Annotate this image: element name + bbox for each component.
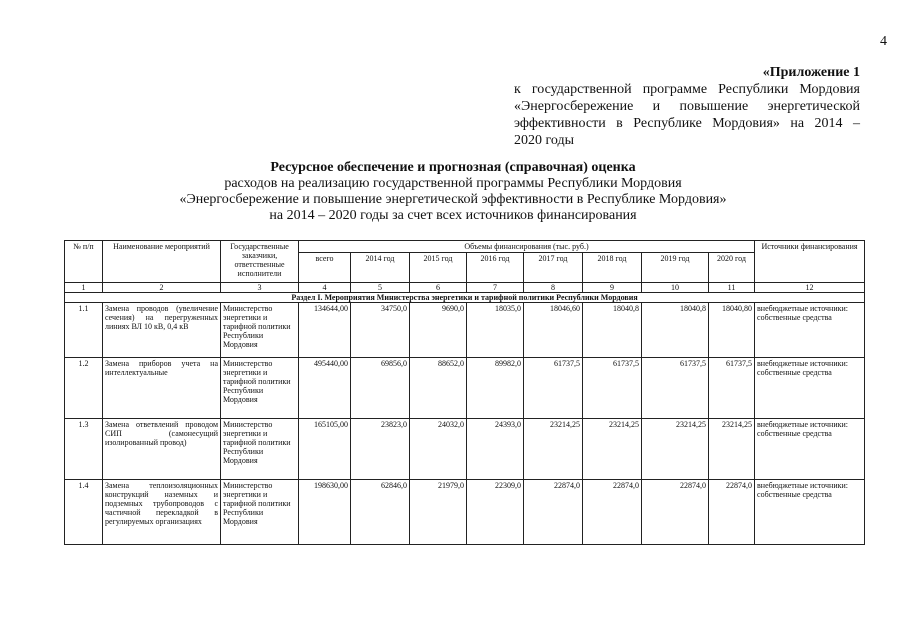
column-number: 8 (524, 283, 583, 293)
row-value: 23214,25 (642, 419, 709, 480)
header-year: 2015 год (410, 253, 467, 283)
column-number: 5 (351, 283, 410, 293)
row-value: 88652,0 (410, 358, 467, 419)
row-source: внебюджетные источники: собственные средства (755, 480, 865, 545)
row-name: Замена приборов учета на интеллектуальные (103, 358, 221, 419)
column-number: 7 (467, 283, 524, 293)
header-no: № п/п (65, 241, 103, 283)
header-sources: Источники финансирования (755, 241, 865, 283)
appendix-block (514, 64, 860, 149)
row-source: внебюджетные источники: собственные средства (755, 358, 865, 419)
column-number: 2 (103, 283, 221, 293)
header-volumes: Объемы финансирования (тыс. руб.) (299, 241, 755, 253)
row-value: 22874,0 (709, 480, 755, 545)
appendix-line: «Энергосбережение и повышение энергетической (514, 99, 860, 114)
table-row (65, 358, 865, 419)
page-number: 4 (880, 34, 887, 49)
row-value: 495440,00 (299, 358, 351, 419)
heading-line: «Энергосбережение и повышение энергетической эффективности в Республике Мордовия» (179, 192, 727, 207)
appendix-line: эффективности в Республике Мордовия» на 2014 – (514, 116, 860, 131)
header-year: 2016 год (467, 253, 524, 283)
row-value: 18035,0 (467, 303, 524, 358)
appendix-line: 2020 годы (514, 133, 575, 148)
row-no: 1.1 (65, 303, 103, 358)
header-year: 2020 год (709, 253, 755, 283)
row-name: Замена ответвлений проводом СИП (самонесущий изолированный провод) (103, 419, 221, 480)
column-number: 9 (583, 283, 642, 293)
row-value: 18040,8 (642, 303, 709, 358)
row-name: Замена проводов (увеличение сечения) на перегруженных линиях ВЛ 10 кВ, 0,4 кВ (103, 303, 221, 358)
row-value: 89982,0 (467, 358, 524, 419)
row-value: 22874,0 (642, 480, 709, 545)
table-row (65, 480, 865, 545)
column-number: 10 (642, 283, 709, 293)
row-value: 18040,8 (583, 303, 642, 358)
row-value: 24032,0 (410, 419, 467, 480)
financing-table (64, 240, 865, 545)
column-number: 12 (755, 283, 865, 293)
row-value: 198630,00 (299, 480, 351, 545)
row-value: 23214,25 (709, 419, 755, 480)
header-year: 2018 год (583, 253, 642, 283)
row-value: 61737,5 (709, 358, 755, 419)
header-customer: Государственные заказчики, ответственные исполнители (221, 241, 299, 283)
header-year: всего (299, 253, 351, 283)
section-title: Раздел I. Мероприятия Министерства энергетики и тарифной политики Республики Мордовия (65, 293, 865, 303)
column-number: 3 (221, 283, 299, 293)
row-value: 165105,00 (299, 419, 351, 480)
row-value: 23823,0 (351, 419, 410, 480)
column-number: 1 (65, 283, 103, 293)
row-customer: Министерство энергетики и тарифной политики Республики Мордовия (221, 358, 299, 419)
row-no: 1.3 (65, 419, 103, 480)
row-name: Замена теплоизоляционных конструкций наземных и подземных трубопроводов с частичной перекладкой в регулируемых организациях (103, 480, 221, 545)
table-row (65, 419, 865, 480)
header-year: 2014 год (351, 253, 410, 283)
header-name: Наименование мероприятий (103, 241, 221, 283)
row-value: 61737,5 (642, 358, 709, 419)
document-heading (100, 160, 806, 224)
column-number-row (65, 283, 865, 293)
section-row (65, 293, 865, 303)
row-value: 34750,0 (351, 303, 410, 358)
heading-line: расходов на реализацию государственной программы Республики Мордовия (224, 176, 682, 191)
header-year: 2017 год (524, 253, 583, 283)
row-value: 18046,60 (524, 303, 583, 358)
row-value: 22874,0 (524, 480, 583, 545)
heading-line: на 2014 – 2020 годы за счет всех источников финансирования (269, 208, 637, 223)
row-value: 23214,25 (583, 419, 642, 480)
column-number: 11 (709, 283, 755, 293)
appendix-title: «Приложение 1 (762, 65, 860, 80)
row-no: 1.4 (65, 480, 103, 545)
row-value: 61737,5 (524, 358, 583, 419)
row-value: 24393,0 (467, 419, 524, 480)
table-header-row (65, 241, 865, 253)
table-row (65, 303, 865, 358)
row-customer: Министерство энергетики и тарифной политики Республики Мордовия (221, 480, 299, 545)
heading-title: Ресурсное обеспечение и прогнозная (справочная) оценка (270, 160, 636, 175)
row-source: внебюджетные источники: собственные средства (755, 303, 865, 358)
row-value: 23214,25 (524, 419, 583, 480)
row-value: 134644,00 (299, 303, 351, 358)
row-value: 69856,0 (351, 358, 410, 419)
row-value: 22874,0 (583, 480, 642, 545)
header-year: 2019 год (642, 253, 709, 283)
row-customer: Министерство энергетики и тарифной политики Республики Мордовия (221, 303, 299, 358)
row-no: 1.2 (65, 358, 103, 419)
appendix-line: к государственной программе Республики Мордовия (514, 82, 860, 97)
row-source: внебюджетные источники: собственные средства (755, 419, 865, 480)
row-customer: Министерство энергетики и тарифной политики Республики Мордовия (221, 419, 299, 480)
row-value: 21979,0 (410, 480, 467, 545)
row-value: 61737,5 (583, 358, 642, 419)
row-value: 18040,80 (709, 303, 755, 358)
row-value: 22309,0 (467, 480, 524, 545)
column-number: 4 (299, 283, 351, 293)
row-value: 62846,0 (351, 480, 410, 545)
row-value: 9690,0 (410, 303, 467, 358)
column-number: 6 (410, 283, 467, 293)
